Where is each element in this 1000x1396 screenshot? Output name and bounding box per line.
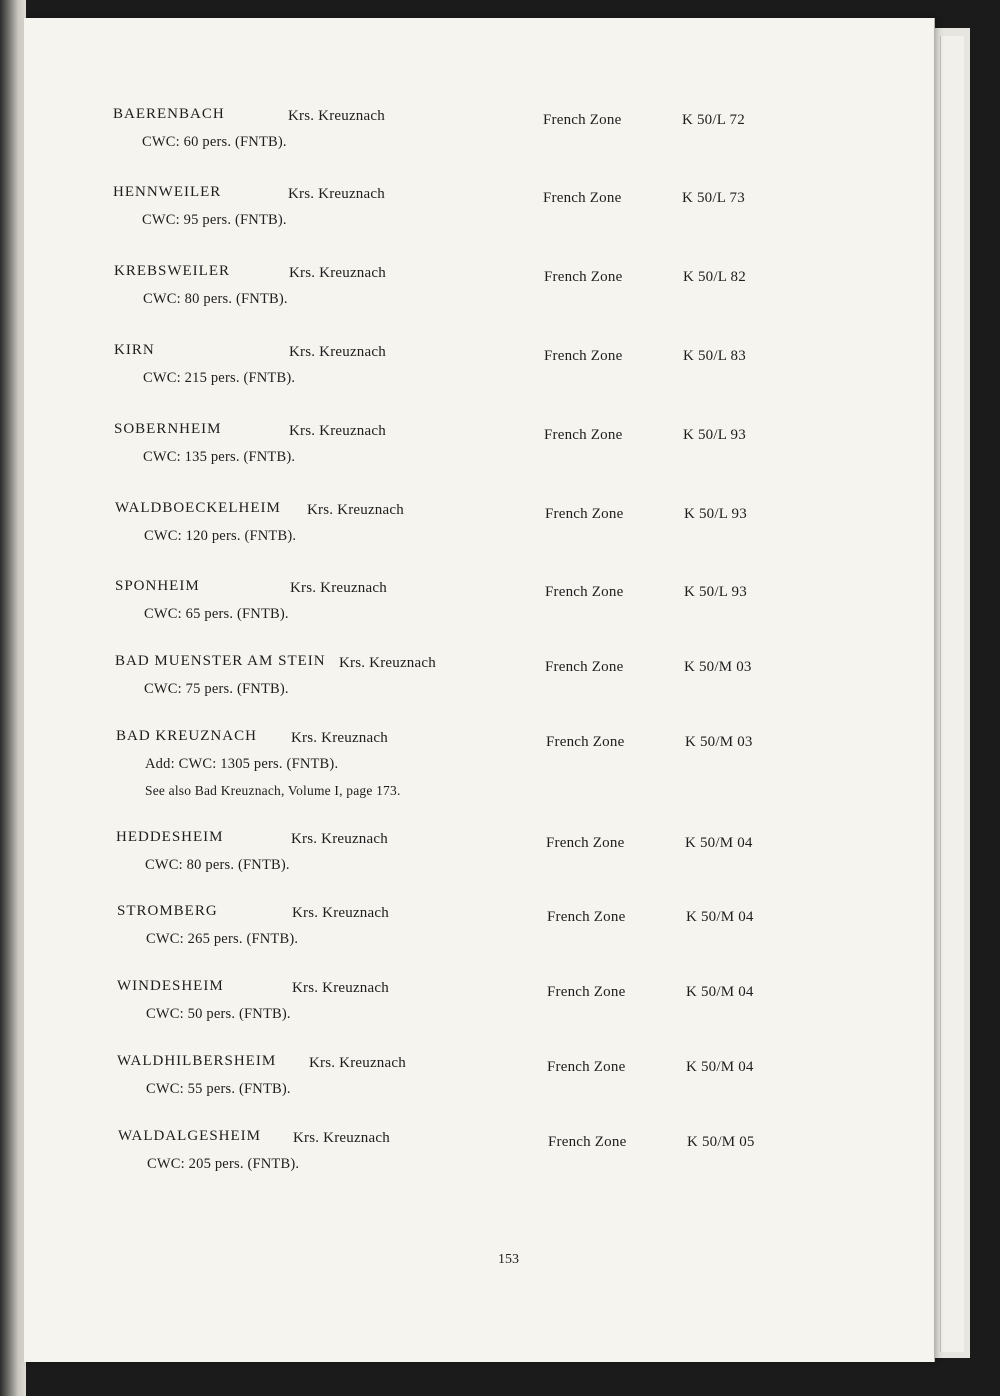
grid-reference: K 50/M 05 [687,1134,755,1150]
grid-reference: K 50/M 04 [686,909,754,925]
cwc-detail: CWC: 95 pers. (FNTB). [142,212,287,228]
grid-reference: K 50/L 83 [683,348,746,364]
place-name: BAD KREUZNACH [116,728,257,744]
grid-reference: K 50/L 93 [683,427,746,443]
grid-reference: K 50/L 82 [683,269,746,285]
district-label: Krs. Kreuznach [288,186,385,202]
cwc-detail: CWC: 80 pers. (FNTB). [145,857,290,873]
grid-reference: K 50/L 72 [682,112,745,128]
zone-label: French Zone [545,506,624,522]
cwc-detail: CWC: 50 pers. (FNTB). [146,1006,291,1022]
place-name: KREBSWEILER [114,263,230,279]
cwc-detail: CWC: 135 pers. (FNTB). [143,449,296,465]
grid-reference: K 50/M 04 [685,835,753,851]
entry-hennweiler [24,184,924,244]
cwc-detail: CWC: 215 pers. (FNTB). [143,370,296,386]
zone-label: French Zone [547,984,626,1000]
district-label: Krs. Kreuznach [289,265,386,281]
place-name: STROMBERG [117,903,218,919]
cwc-detail: Add: CWC: 1305 pers. (FNTB). [145,756,339,772]
place-name: HEDDESHEIM [116,829,224,845]
page-number: 153 [498,1252,519,1267]
cross-reference-note: See also Bad Kreuznach, Volume I, page 173. [145,783,401,798]
grid-reference: K 50/L 93 [684,584,747,600]
zone-label: French Zone [547,909,626,925]
grid-reference: K 50/L 93 [684,506,747,522]
zone-label: French Zone [547,1059,626,1075]
cwc-detail: CWC: 205 pers. (FNTB). [147,1156,300,1172]
grid-reference: K 50/M 03 [684,659,752,675]
zone-label: French Zone [544,427,623,443]
cwc-detail: CWC: 65 pers. (FNTB). [144,606,289,622]
zone-label: French Zone [544,269,623,285]
grid-reference: K 50/M 03 [685,734,753,750]
previous-page-edge [0,0,26,1396]
entry-waldhilbersheim [24,1053,924,1113]
cwc-detail: CWC: 120 pers. (FNTB). [144,528,297,544]
place-name: HENNWEILER [113,184,222,200]
entry-bad-muenster-am-stein [24,653,924,713]
cwc-detail: CWC: 75 pers. (FNTB). [144,681,289,697]
entry-waldboeckelheim [24,500,924,560]
zone-label: French Zone [548,1134,627,1150]
place-name: BAD MUENSTER AM STEIN [115,653,326,669]
zone-label: French Zone [545,659,624,675]
page-stack-edge [940,36,964,1352]
grid-reference: K 50/M 04 [686,1059,754,1075]
district-label: Krs. Kreuznach [291,730,388,746]
zone-label: French Zone [543,190,622,206]
entry-sponheim [24,578,924,638]
cwc-detail: CWC: 265 pers. (FNTB). [146,931,299,947]
place-name: WINDESHEIM [117,978,224,994]
zone-label: French Zone [546,835,625,851]
zone-label: French Zone [544,348,623,364]
entry-krebsweiler [24,263,924,323]
zone-label: French Zone [543,112,622,128]
grid-reference: K 50/L 73 [682,190,745,206]
district-label: Krs. Kreuznach [293,1130,390,1146]
document-page [24,18,934,1362]
entry-windesheim [24,978,924,1038]
place-name: WALDHILBERSHEIM [117,1053,277,1069]
entry-sobernheim [24,421,924,481]
entry-waldalgesheim [24,1128,924,1188]
grid-reference: K 50/M 04 [686,984,754,1000]
entry-stromberg [24,903,924,963]
cwc-detail: CWC: 55 pers. (FNTB). [146,1081,291,1097]
cwc-detail: CWC: 60 pers. (FNTB). [142,134,287,150]
place-name: SOBERNHEIM [114,421,222,437]
district-label: Krs. Kreuznach [339,655,436,671]
zone-label: French Zone [545,584,624,600]
district-label: Krs. Kreuznach [289,423,386,439]
place-name: KIRN [114,342,155,358]
zone-label: French Zone [546,734,625,750]
place-name: WALDBOECKELHEIM [115,500,281,516]
district-label: Krs. Kreuznach [290,580,387,596]
district-label: Krs. Kreuznach [309,1055,406,1071]
entry-kirn [24,342,924,402]
place-name: BAERENBACH [113,106,225,122]
district-label: Krs. Kreuznach [291,831,388,847]
place-name: WALDALGESHEIM [118,1128,261,1144]
entry-baerenbach [24,106,924,166]
district-label: Krs. Kreuznach [289,344,386,360]
district-label: Krs. Kreuznach [288,108,385,124]
entry-heddesheim [24,829,924,889]
cwc-detail: CWC: 80 pers. (FNTB). [143,291,288,307]
entry-bad-kreuznach [24,728,924,798]
district-label: Krs. Kreuznach [307,502,404,518]
district-label: Krs. Kreuznach [292,980,389,996]
place-name: SPONHEIM [115,578,200,594]
district-label: Krs. Kreuznach [292,905,389,921]
